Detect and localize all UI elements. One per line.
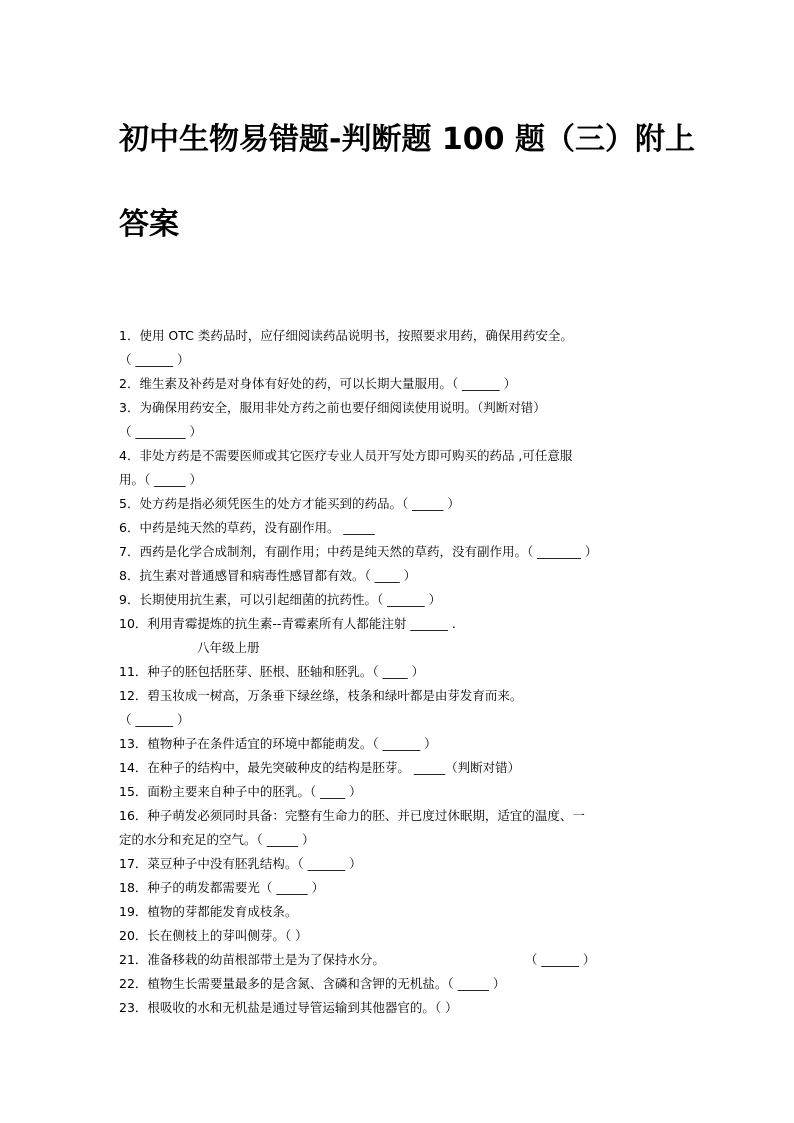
question-12-answer-blank: （ ______ ） <box>119 712 190 727</box>
question-11: 11．种子的胚包括胚芽、胚根、胚轴和胚乳。（ ____ ） <box>119 664 425 679</box>
question-16-continued: 定的水分和充足的空气。（ _____ ） <box>119 832 315 847</box>
question-16: 16．种子萌发必须同时具备：完整有生命力的胚、并已度过休眠期，适宜的温度、一 <box>119 808 585 823</box>
question-23: 23．根吸收的水和无机盐是通过导管运输到其他器官的。（ ） <box>119 1000 458 1015</box>
question-4-continued: 用。（ _____ ） <box>119 472 202 487</box>
section-heading: 八年级上册 <box>197 640 260 655</box>
question-17: 17．菜豆种子中没有胚乳结构。（ ______ ） <box>119 856 362 871</box>
question-8: 8．抗生素对普通感冒和病毒性感冒都有效。（ ____ ） <box>119 568 417 583</box>
question-13: 13．植物种子在条件适宜的环境中都能萌发。（ ______ ） <box>119 736 437 751</box>
question-6: 6．中药是纯天然的草药，没有副作用。 _____ <box>119 520 375 535</box>
question-9: 9．长期使用抗生素，可以引起细菌的抗药性。（ ______ ） <box>119 592 442 607</box>
question-1: 1．使用 OTC 类药品时，应仔细阅读药品说明书，按照要求用药，确保用药安全。 <box>119 328 573 343</box>
question-15: 15．面粉主要来自种子中的胚乳。（ ____ ） <box>119 784 362 799</box>
question-3: 3．为确保用药安全，服用非处方药之前也要仔细阅读使用说明。（判断对错） <box>119 400 546 415</box>
question-12: 12．碧玉妆成一树高，万条垂下绿丝绦，枝条和绿叶都是由芽发育而来。 <box>119 688 523 703</box>
question-4: 4．非处方药是不需要医师或其它医疗专业人员开写处方即可购买的药品 ,可任意服 <box>119 448 573 463</box>
question-14: 14．在种子的结构中，最先突破种皮的结构是胚芽。 _____（判断对错） <box>119 760 521 775</box>
question-19: 19．植物的芽都能发育成枝条。 <box>119 904 298 919</box>
question-18: 18．种子的萌发都需要光（ _____ ） <box>119 880 325 895</box>
question-1-answer-blank: （ ______ ） <box>119 352 190 367</box>
question-3-answer-blank: （ ________ ） <box>119 424 202 439</box>
question-2: 2．维生素及补药是对身体有好处的药，可以长期大量服用。（ ______ ） <box>119 376 517 391</box>
question-21 <box>119 948 689 972</box>
document-title: 初中生物易错题-判断题 100 题（三）附上 <box>119 122 695 157</box>
question-10: 10．利用青霉提炼的抗生素--青霉素所有人都能注射 ______ . <box>119 616 456 631</box>
question-20: 20．长在侧枝上的芽叫侧芽。（ ） <box>119 928 308 943</box>
question-21-answer-blank: （ ______ ） <box>524 952 596 967</box>
question-22: 22．植物生长需要量最多的是含氮、含磷和含钾的无机盐。（ _____ ） <box>119 976 506 991</box>
question-7: 7．西药是化学合成制剂，有副作用；中药是纯天然的草药，没有副作用。（ _______ ） <box>119 544 598 559</box>
document-title-continued: 答案 <box>119 207 179 242</box>
question-21-text: 21．准备移栽的幼苗根部带土是为了保持水分。 <box>119 952 385 967</box>
question-5: 5．处方药是指必须凭医生的处方才能买到的药品。（ _____ ） <box>119 496 460 511</box>
question-list <box>119 324 689 1020</box>
